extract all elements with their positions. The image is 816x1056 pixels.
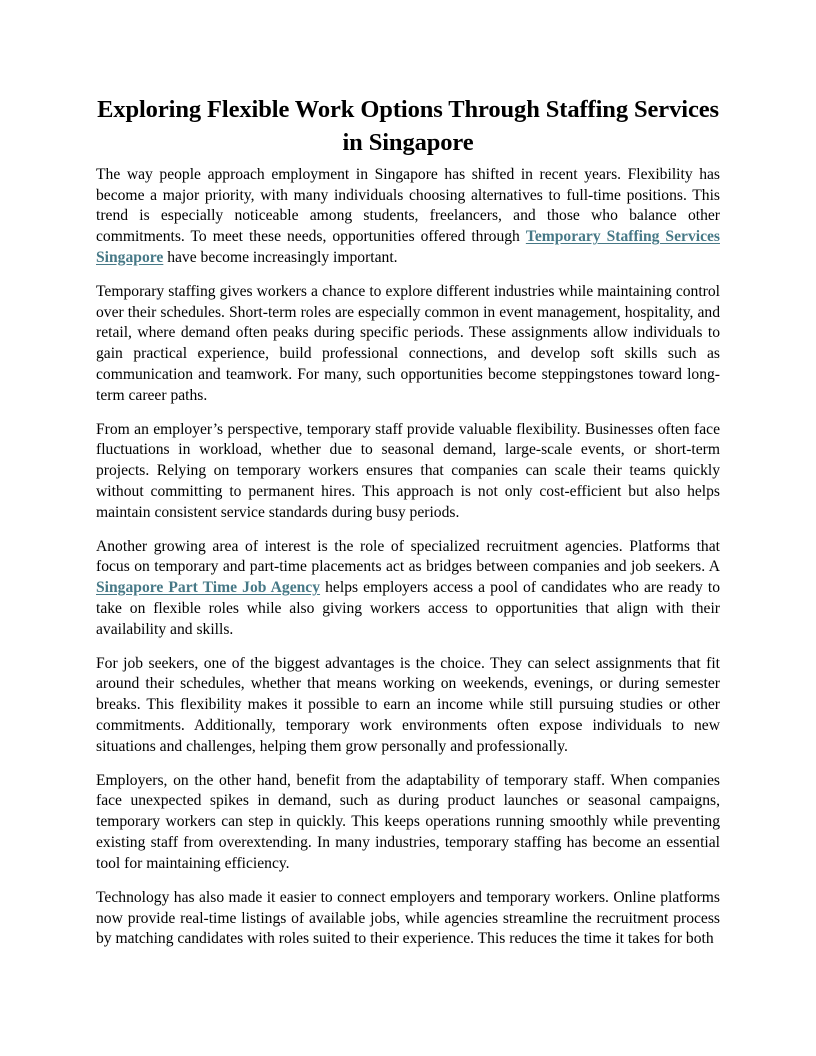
document-title: Exploring Flexible Work Options Through Staffing Services in Singapore: [97, 96, 719, 156]
paragraph-intro: [96, 165, 720, 269]
paragraph-text: helps employers access a pool of candidates who are ready to take on flexible roles while also giving workers access to opportunities that align with their availability and skills.: [96, 579, 721, 638]
temporary-staffing-services-link[interactable]: Temporary Staffing Services Singapore: [96, 228, 720, 266]
paragraph-text: The way people approach employment in Singapore has shifted in recent years. Flexibility has become a major priority, with many individuals choosing alternatives to full-time positions. This trend is especially noticeable among students, freelancers, and those who balance other commitments. To meet these needs, opportunities offered through: [96, 166, 720, 246]
paragraph-text: have become increasingly important.: [163, 248, 398, 266]
paragraph-temporary-staffing: Temporary staffing gives workers a chance to explore different industries while maintaining control over their schedules. Short-term roles are especially common in event management, hospitality, and retail, where demand often peaks during specific periods. These assignments allow individuals to gain practical experience, build professional connections, and develop soft skills such as communication and teamwork. For many, such opportunities become steppingstones toward long-term career paths.: [96, 283, 720, 404]
paragraph-text: Another growing area of interest is the role of specialized recruitment agencies. Platforms that focus on temporary and part-time placements act as bridges between companies and job seekers. A: [96, 537, 720, 576]
paragraph-employer-perspective: From an employer’s perspective, temporary staff provide valuable flexibility. Businesses often face fluctuations in workload, whether due to seasonal demand, large-scale events, or short-term projects. Relying on temporary workers ensures that companies can scale their teams quickly without committing to permanent hires. This approach is not only cost-efficient but also helps maintain consistent service standards during busy periods.: [96, 420, 720, 521]
paragraph-job-seekers: For job seekers, one of the biggest advantages is the choice. They can select assignments that fit around their schedules, whether that means working on weekends, evenings, or during semester breaks. This flexibility makes it possible to earn an income while still pursuing studies or other commitments. Additionally, temporary work environments often expose individuals to new situations and challenges, helping them grow personally and professionally.: [96, 654, 720, 755]
paragraph-technology: Technology has also made it easier to connect employers and temporary workers. Online platforms now provide real-time listings of available jobs, while agencies streamline the recruitment process by matching candidates with roles suited to their experience. This reduces the time it takes for both: [96, 888, 720, 948]
part-time-job-agency-link[interactable]: Singapore Part Time Job Agency: [96, 579, 321, 597]
paragraph-recruitment-agencies: [96, 537, 720, 641]
paragraph-employers-benefit: Employers, on the other hand, benefit from the adaptability of temporary staff. When companies face unexpected spikes in demand, such as during product launches or seasonal campaigns, temporary workers can step in quickly. This keeps operations running smoothly while preventing existing staff from overextending. In many industries, temporary staffing has become an essential tool for maintaining efficiency.: [96, 771, 720, 872]
document-page: [96, 93, 720, 963]
